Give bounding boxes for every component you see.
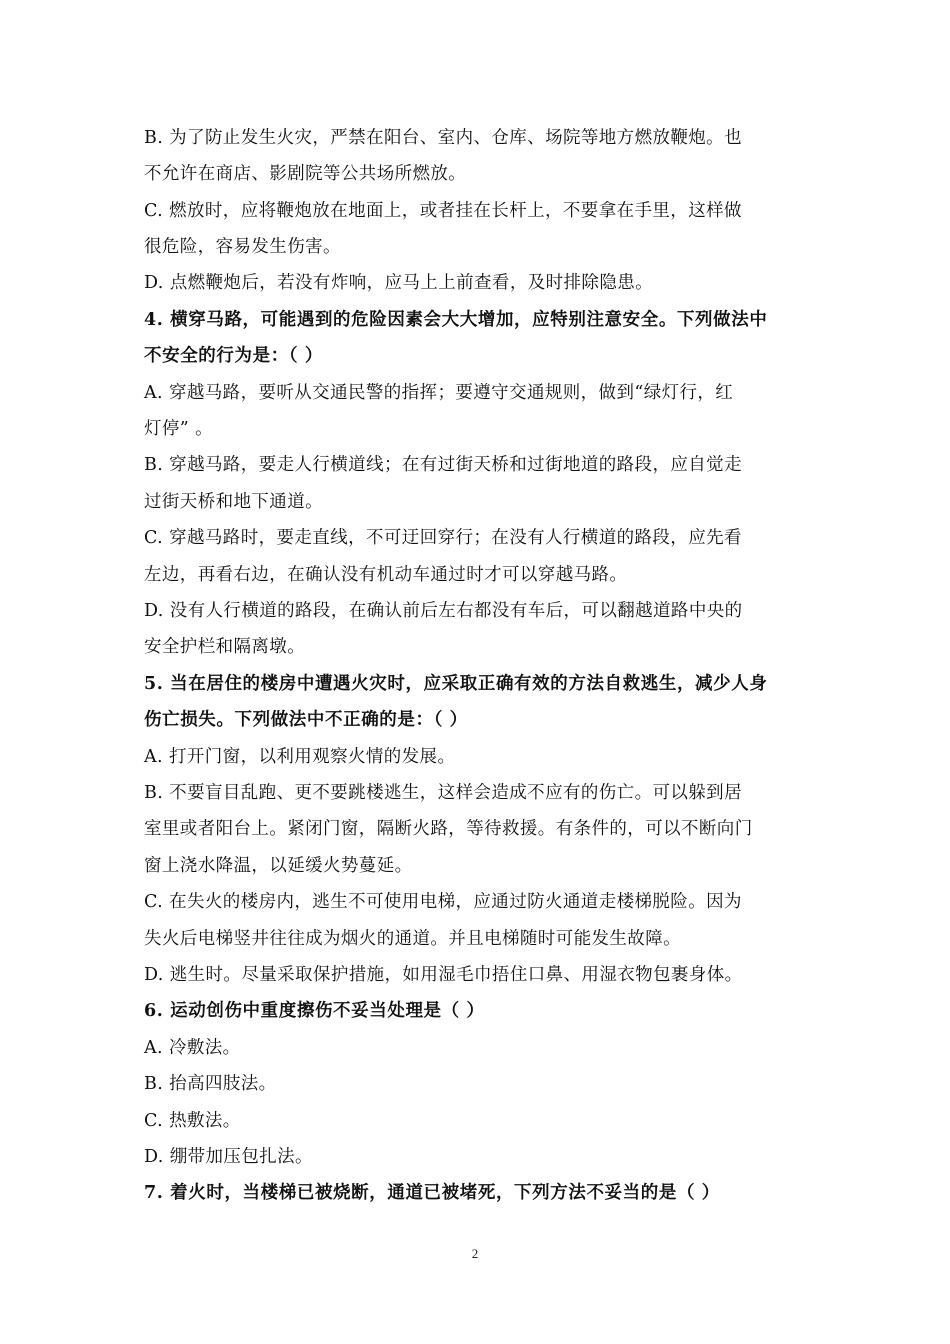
text-line: D. 点燃鞭炮后，若没有炸响，应马上上前查看，及时排除隐患。 (144, 273, 654, 293)
text-line: D. 逃生时。尽量采取保护措施，如用湿毛巾捂住口鼻、用湿衣物包裹身体。 (144, 965, 743, 985)
question-heading: 7. 着火时，当楼梯已被烧断，通道已被堵死，下列方法不妥当的是（ ） (144, 1183, 720, 1203)
text-line: B. 为了防止发生火灾，严禁在阳台、室内、仓库、场院等地方燃放鞭炮。也 (144, 128, 742, 148)
question-heading: 6. 运动创伤中重度擦伤不妥当处理是（ ） (144, 1001, 485, 1021)
text-line: 窗上浇水降温，以延缓火势蔓延。 (144, 856, 413, 876)
text-line: A. 冷敷法。 (144, 1038, 241, 1058)
text-line: B. 抬高四肢法。 (144, 1074, 277, 1094)
text-line: D. 绷带加压包扎法。 (144, 1147, 313, 1167)
text-line: 左边，再看右边，在确认没有机动车通过时才可以穿越马路。 (144, 565, 628, 585)
text-line: 失火后电梯竖井往往成为烟火的通道。并且电梯随时可能发生故障。 (144, 929, 681, 949)
text-line: B. 穿越马路，要走人行横道线；在有过街天桥和过街地道的路段，应自觉走 (144, 455, 742, 475)
text-line: B. 不要盲目乱跑、更不要跳楼逃生，这样会造成不应有的伤亡。可以躲到居 (144, 783, 742, 803)
question-heading: 5. 当在居住的楼房中遭遇火灾时，应采取正确有效的方法自救逃生，减少人身 (144, 674, 768, 694)
text-line: C. 燃放时，应将鞭炮放在地面上，或者挂在长杆上，不要拿在手里，这样做 (144, 201, 742, 221)
text-line: 很危险，容易发生伤害。 (144, 237, 341, 257)
text-line: 安全护栏和隔离墩。 (144, 637, 306, 657)
text-line: 灯停” 。 (144, 419, 214, 439)
page-number: 2 (471, 1246, 479, 1261)
text-line: C. 在失火的楼房内，逃生不可使用电梯，应通过防火通道走楼梯脱险。因为 (144, 892, 742, 912)
text-line: A. 打开门窗，以利用观察火情的发展。 (144, 747, 456, 767)
question-heading: 伤亡损失。下列做法中不正确的是：（ ） (144, 710, 468, 730)
text-line: 不允许在商店、影剧院等公共场所燃放。 (144, 164, 467, 184)
text-line: C. 热敷法。 (144, 1111, 241, 1131)
text-line: 室里或者阳台上。紧闭门窗，隔断火路，等待救援。有条件的，可以不断向门 (144, 819, 753, 839)
text-line: C. 穿越马路时，要走直线，不可迂回穿行；在没有人行横道的路段，应先看 (144, 528, 742, 548)
text-line: A. 穿越马路，要听从交通民警的指挥；要遵守交通规则，做到“绿灯行，红 (144, 383, 734, 403)
text-line: D. 没有人行横道的路段，在确认前后左右都没有车后，可以翻越道路中央的 (144, 601, 743, 621)
question-heading: 不安全的行为是：（ ） (144, 346, 323, 366)
text-line: 过街天桥和地下通道。 (144, 492, 323, 512)
question-heading: 4. 横穿马路，可能遇到的危险因素会大大增加，应特别注意安全。下列做法中 (144, 310, 768, 330)
